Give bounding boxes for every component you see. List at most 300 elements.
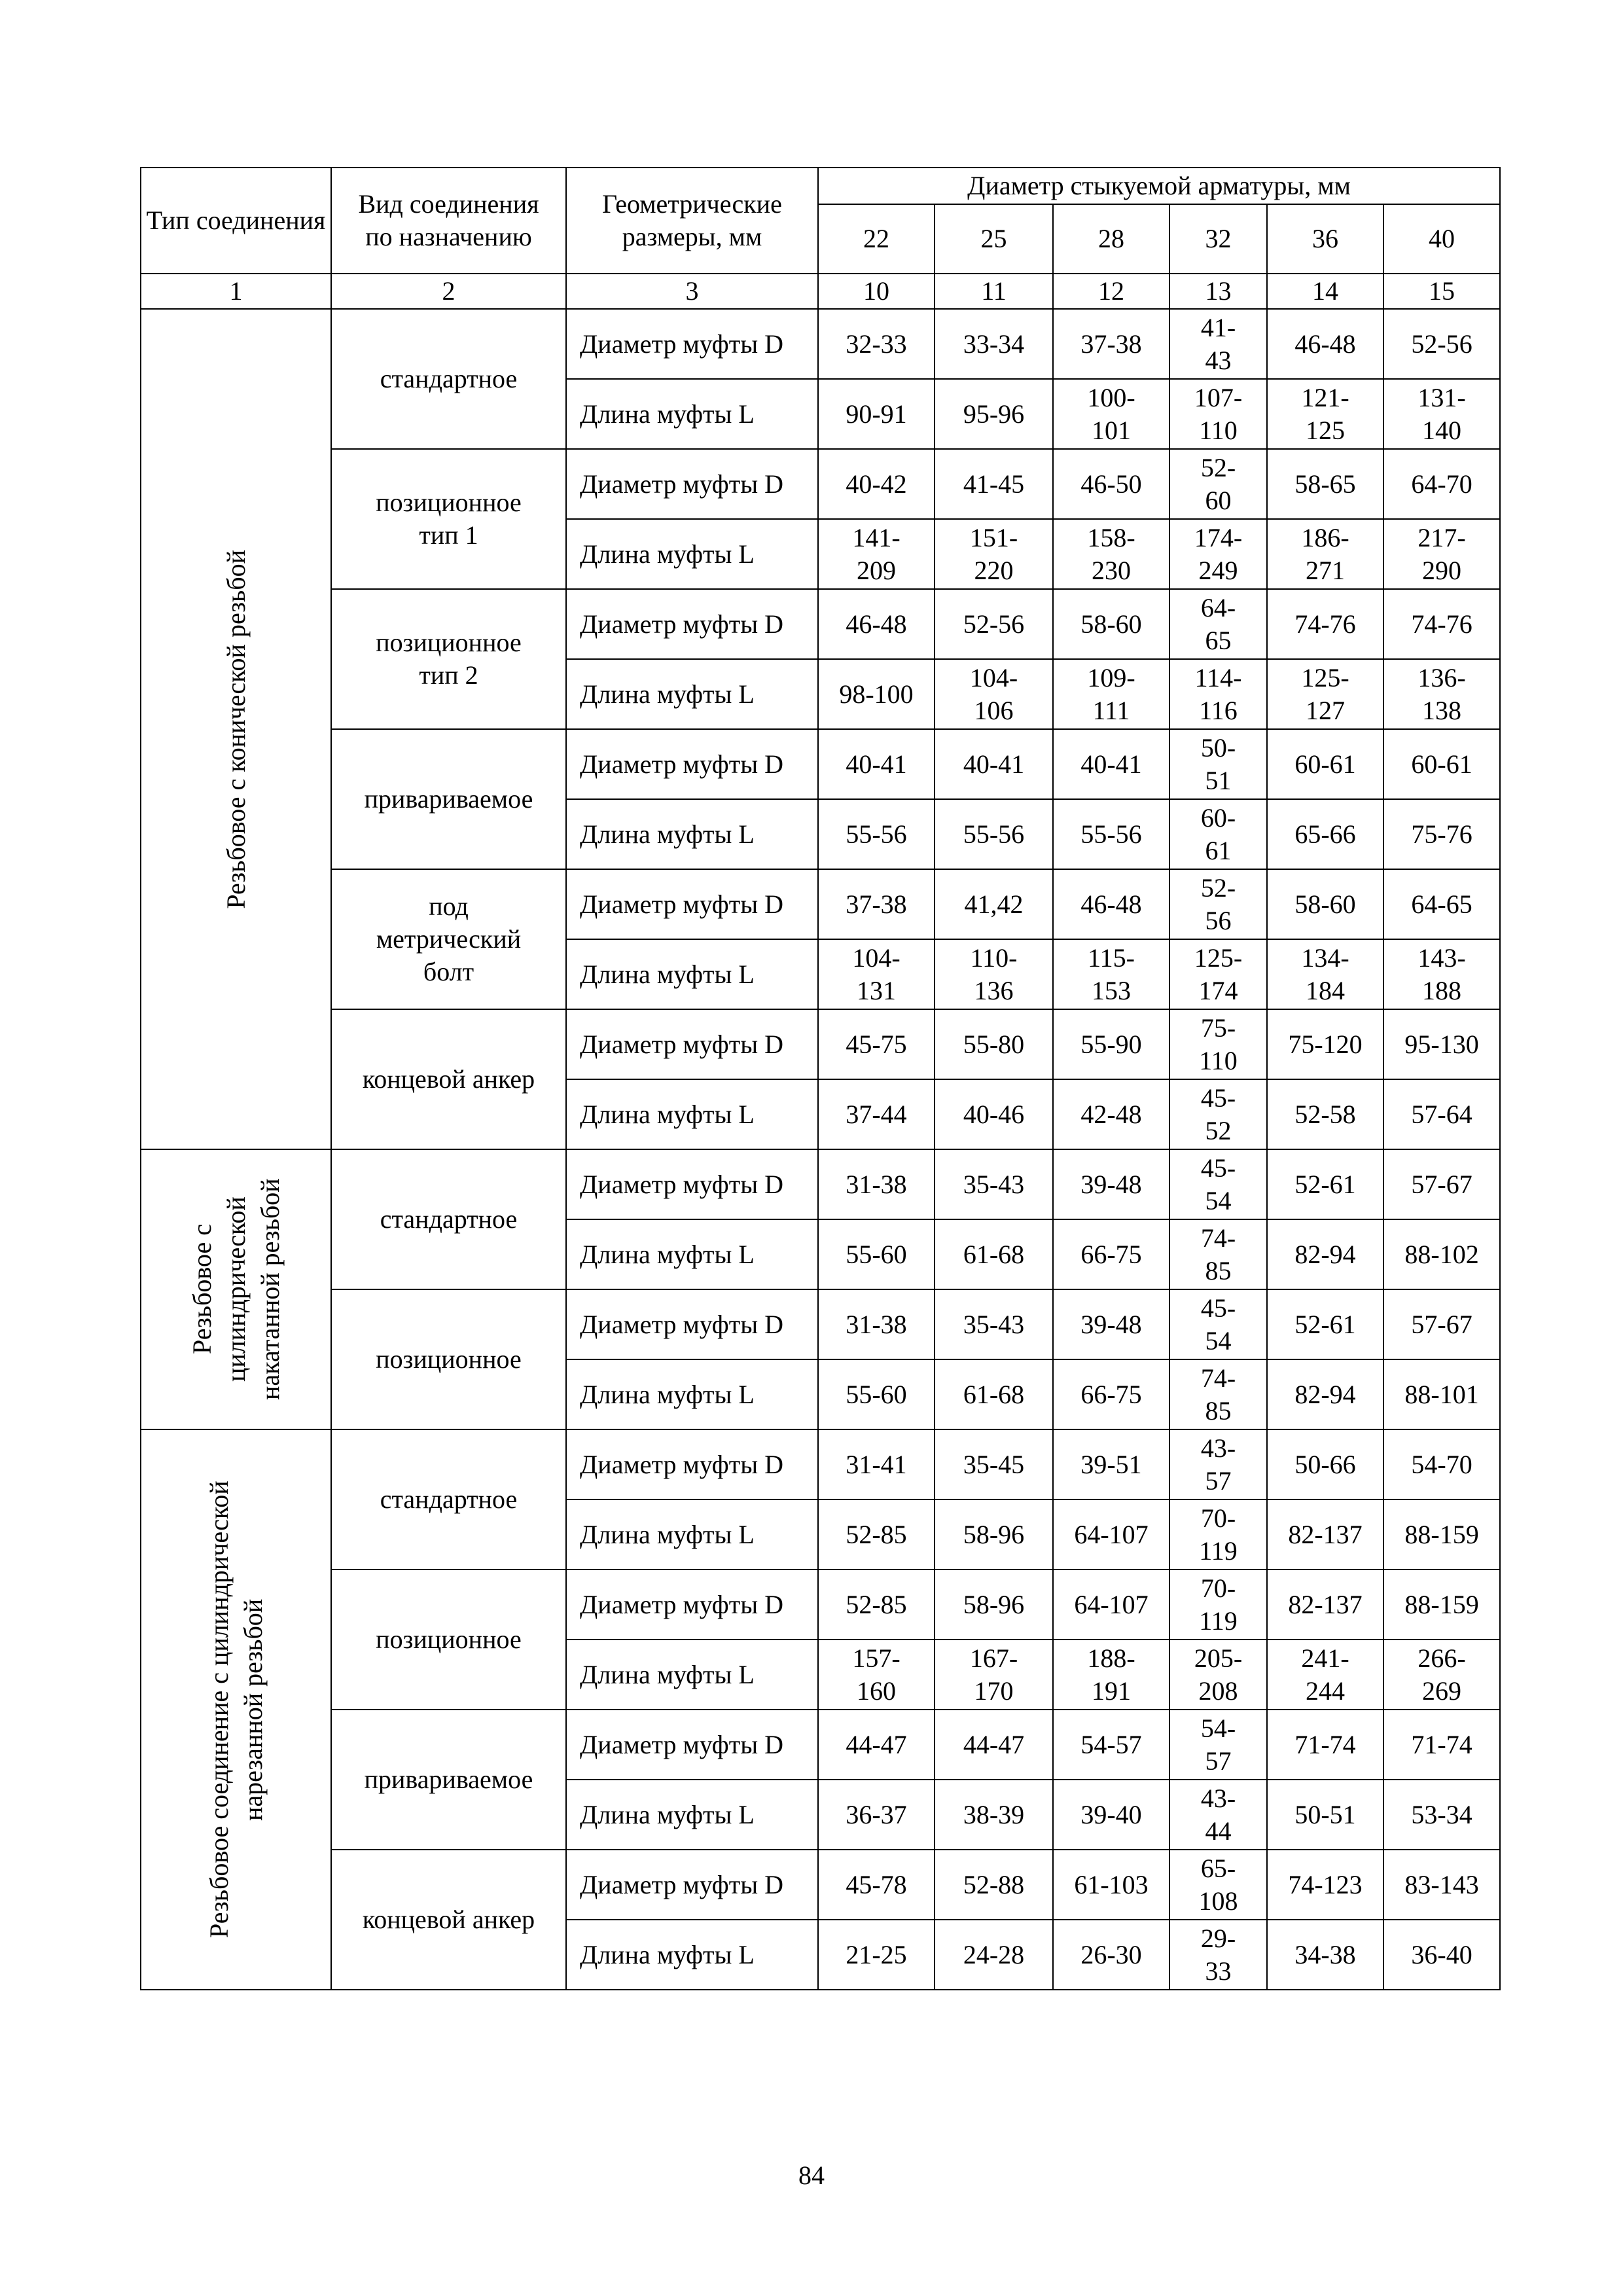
- value-cell: [1053, 1499, 1169, 1570]
- value-cell: [1383, 1009, 1500, 1079]
- value-cell: [1383, 309, 1500, 379]
- value-cell: [818, 1920, 935, 1990]
- value-text: 44-47: [846, 1729, 907, 1759]
- value-cell: [1053, 1920, 1169, 1990]
- value-cell: [818, 799, 935, 869]
- value-cell: [1267, 1640, 1383, 1710]
- connection-kind-label: позиционное тип 2: [376, 628, 522, 690]
- value-cell: [1267, 869, 1383, 939]
- value-cell: [935, 449, 1053, 519]
- table-row: [141, 449, 1500, 519]
- value-text: 26-30: [1080, 1939, 1142, 1969]
- column-number: 10: [818, 274, 935, 309]
- value-cell: [1169, 449, 1267, 519]
- value-cell: [1267, 449, 1383, 519]
- value-cell: [1383, 1850, 1500, 1920]
- value-cell: [935, 309, 1053, 379]
- value-cell: [818, 379, 935, 449]
- parameter-label: Диаметр муфты D: [580, 1869, 783, 1899]
- value-text: 82-94: [1294, 1239, 1356, 1269]
- value-text: 121-125: [1301, 382, 1349, 445]
- value-text: 52-88: [963, 1869, 1025, 1899]
- value-text: 45-52: [1200, 1083, 1236, 1145]
- value-text: 40-41: [1080, 749, 1142, 779]
- value-cell: [935, 589, 1053, 659]
- value-cell: [1267, 589, 1383, 659]
- value-text: 58-60: [1080, 609, 1142, 639]
- value-text: 35-43: [963, 1309, 1025, 1339]
- connection-type-cell: [141, 1149, 331, 1429]
- column-number: 2: [331, 274, 566, 309]
- value-cell: [1169, 1850, 1267, 1920]
- parameter-cell: [566, 939, 818, 1009]
- value-text: 64-65: [1200, 592, 1236, 655]
- value-text: 55-90: [1080, 1029, 1142, 1059]
- value-text: 50-51: [1294, 1799, 1356, 1829]
- value-text: 151-220: [969, 522, 1018, 585]
- connection-kind-cell: [331, 869, 566, 1009]
- parameter-label: Диаметр муфты D: [580, 469, 783, 499]
- value-text: 52-58: [1294, 1099, 1356, 1129]
- value-cell: [818, 659, 935, 729]
- value-cell: [1383, 1640, 1500, 1710]
- parameter-label: Диаметр муфты D: [580, 1449, 783, 1479]
- value-cell: [1267, 1780, 1383, 1850]
- header-diameter: 40: [1383, 204, 1500, 274]
- parameter-cell: [566, 1499, 818, 1570]
- value-cell: [1053, 1640, 1169, 1710]
- value-text: 55-60: [846, 1379, 907, 1409]
- value-cell: [1383, 729, 1500, 799]
- connection-kind-label: под метрический болт: [376, 891, 522, 986]
- value-cell: [1053, 799, 1169, 869]
- value-text: 50-66: [1294, 1449, 1356, 1479]
- value-cell: [818, 1710, 935, 1780]
- value-text: 52-56: [1411, 329, 1472, 359]
- value-cell: [1053, 1850, 1169, 1920]
- value-text: 40-41: [846, 749, 907, 779]
- parameter-cell: [566, 1570, 818, 1640]
- value-text: 110-136: [970, 942, 1018, 1005]
- connection-kind-cell: [331, 729, 566, 869]
- value-text: 53-34: [1411, 1799, 1472, 1829]
- value-text: 34-38: [1294, 1939, 1356, 1969]
- connection-kind-cell: [331, 1009, 566, 1149]
- parameter-label: Длина муфты L: [580, 679, 755, 709]
- value-text: 43-44: [1200, 1783, 1236, 1846]
- table-row: [141, 309, 1500, 379]
- value-text: 55-56: [963, 819, 1025, 849]
- value-text: 188-191: [1087, 1643, 1135, 1706]
- value-cell: [1053, 519, 1169, 589]
- value-text: 74-76: [1411, 609, 1472, 639]
- value-cell: [1267, 309, 1383, 379]
- table-row: [141, 1710, 1500, 1780]
- connection-kind-label: стандартное: [380, 364, 518, 393]
- value-text: 82-137: [1288, 1519, 1363, 1549]
- value-text: 98-100: [839, 679, 914, 709]
- value-text: 88-102: [1404, 1239, 1479, 1269]
- value-cell: [1169, 589, 1267, 659]
- value-text: 31-38: [846, 1169, 907, 1199]
- value-cell: [1169, 1570, 1267, 1640]
- value-cell: [818, 1289, 935, 1359]
- value-text: 57-64: [1411, 1099, 1472, 1129]
- value-cell: [1383, 1219, 1500, 1289]
- value-cell: [1053, 869, 1169, 939]
- value-cell: [935, 1780, 1053, 1850]
- value-cell: [1053, 1219, 1169, 1289]
- value-cell: [818, 729, 935, 799]
- value-cell: [1169, 1149, 1267, 1219]
- header-connection-kind: Вид соединения по назначению: [331, 168, 566, 274]
- value-cell: [818, 1079, 935, 1149]
- value-text: 141-209: [852, 522, 901, 585]
- value-cell: [1053, 1710, 1169, 1780]
- value-text: 125-127: [1301, 662, 1349, 725]
- parameter-cell: [566, 1149, 818, 1219]
- value-cell: [1053, 589, 1169, 659]
- value-cell: [1267, 1710, 1383, 1780]
- value-cell: [1267, 799, 1383, 869]
- table-row: [141, 1570, 1500, 1640]
- value-cell: [1169, 379, 1267, 449]
- value-text: 64-70: [1411, 469, 1472, 499]
- value-cell: [1169, 659, 1267, 729]
- value-text: 66-75: [1080, 1239, 1142, 1269]
- connection-kind-label: стандартное: [380, 1204, 518, 1234]
- header-diameter: 28: [1053, 204, 1169, 274]
- value-text: 88-159: [1404, 1519, 1479, 1549]
- value-text: 31-41: [846, 1449, 907, 1479]
- value-text: 57-67: [1411, 1309, 1472, 1339]
- value-cell: [1169, 1429, 1267, 1499]
- connection-kind-cell: [331, 449, 566, 589]
- value-cell: [818, 309, 935, 379]
- value-text: 41,42: [964, 889, 1024, 919]
- parameter-cell: [566, 1780, 818, 1850]
- value-cell: [935, 1009, 1053, 1079]
- value-text: 167-170: [969, 1643, 1018, 1706]
- value-text: 88-159: [1404, 1589, 1479, 1619]
- value-text: 55-60: [846, 1239, 907, 1269]
- value-cell: [935, 1710, 1053, 1780]
- value-text: 37-44: [846, 1099, 907, 1129]
- value-text: 55-56: [1080, 819, 1142, 849]
- table-row: [141, 729, 1500, 799]
- connection-type-cell: [141, 309, 331, 1149]
- parameter-label: Длина муфты L: [580, 959, 755, 989]
- value-text: 241-244: [1301, 1643, 1349, 1706]
- value-cell: [935, 1570, 1053, 1640]
- value-text: 82-94: [1294, 1379, 1356, 1409]
- connection-kind-cell: [331, 309, 566, 449]
- value-cell: [1267, 1850, 1383, 1920]
- connection-kind-label: позиционное тип 1: [376, 488, 522, 550]
- parameter-label: Диаметр муфты D: [580, 609, 783, 639]
- value-cell: [935, 1289, 1053, 1359]
- value-cell: [1169, 939, 1267, 1009]
- parameter-cell: [566, 1359, 818, 1429]
- value-text: 71-74: [1294, 1729, 1356, 1759]
- value-cell: [818, 1429, 935, 1499]
- value-text: 46-48: [1080, 889, 1142, 919]
- value-text: 36-40: [1411, 1939, 1472, 1969]
- value-cell: [1383, 1499, 1500, 1570]
- value-cell: [935, 659, 1053, 729]
- value-cell: [1383, 449, 1500, 519]
- value-cell: [818, 519, 935, 589]
- parameter-cell: [566, 1710, 818, 1780]
- value-text: 45-78: [846, 1869, 907, 1899]
- value-cell: [818, 1149, 935, 1219]
- parameter-cell: [566, 1219, 818, 1289]
- connection-kind-label: привариваемое: [364, 1765, 533, 1794]
- value-text: 64-107: [1074, 1589, 1149, 1619]
- connection-kind-label: позиционное: [376, 1624, 522, 1654]
- value-cell: [1169, 1920, 1267, 1990]
- value-cell: [1053, 309, 1169, 379]
- value-text: 40-42: [846, 469, 907, 499]
- value-text: 61-103: [1074, 1869, 1149, 1899]
- value-text: 45-54: [1200, 1293, 1236, 1355]
- value-cell: [935, 519, 1053, 589]
- value-text: 58-96: [963, 1519, 1025, 1549]
- value-cell: [1169, 1219, 1267, 1289]
- value-text: 57-67: [1411, 1169, 1472, 1199]
- parameter-cell: [566, 1920, 818, 1990]
- parameter-label: Длина муфты L: [580, 399, 755, 429]
- value-cell: [818, 1219, 935, 1289]
- connection-kind-cell: [331, 1710, 566, 1850]
- table-row: [141, 1289, 1500, 1359]
- value-text: 61-68: [963, 1379, 1025, 1409]
- value-text: 52-56: [963, 609, 1025, 639]
- table-row: [141, 589, 1500, 659]
- value-cell: [818, 1850, 935, 1920]
- parameter-label: Длина муфты L: [580, 1799, 755, 1829]
- parameter-label: Диаметр муфты D: [580, 329, 783, 359]
- header-diameter: 22: [818, 204, 935, 274]
- value-text: 266-269: [1418, 1643, 1466, 1706]
- connection-kind-label: позиционное: [376, 1344, 522, 1374]
- value-cell: [1267, 1009, 1383, 1079]
- value-cell: [1053, 1289, 1169, 1359]
- value-text: 36-37: [846, 1799, 907, 1829]
- value-text: 95-96: [963, 399, 1025, 429]
- header-diameter: 25: [935, 204, 1053, 274]
- value-text: 104-131: [852, 942, 901, 1005]
- value-text: 54-57: [1200, 1713, 1236, 1776]
- parameter-label: Диаметр муфты D: [580, 749, 783, 779]
- value-text: 58-65: [1294, 469, 1356, 499]
- value-text: 217-290: [1418, 522, 1466, 585]
- connection-kind-cell: [331, 1429, 566, 1570]
- value-text: 52-85: [846, 1519, 907, 1549]
- value-cell: [1169, 869, 1267, 939]
- parameter-label: Длина муфты L: [580, 1239, 755, 1269]
- value-text: 29-33: [1200, 1923, 1236, 1986]
- value-text: 107-110: [1194, 382, 1243, 445]
- value-text: 100-101: [1087, 382, 1135, 445]
- value-text: 38-39: [963, 1799, 1025, 1829]
- value-text: 75-76: [1411, 819, 1472, 849]
- value-cell: [1169, 1640, 1267, 1710]
- table-row: [141, 1429, 1500, 1499]
- value-cell: [818, 1780, 935, 1850]
- table-row: [141, 1850, 1500, 1920]
- value-text: 39-51: [1080, 1449, 1142, 1479]
- value-text: 74-123: [1288, 1869, 1363, 1899]
- value-text: 205-208: [1194, 1643, 1243, 1706]
- value-text: 35-45: [963, 1449, 1025, 1479]
- value-text: 71-74: [1411, 1729, 1472, 1759]
- value-text: 37-38: [846, 889, 907, 919]
- value-text: 115-153: [1088, 942, 1135, 1005]
- value-text: 24-28: [963, 1939, 1025, 1969]
- value-cell: [1383, 1149, 1500, 1219]
- value-cell: [1267, 1499, 1383, 1570]
- parameter-cell: [566, 799, 818, 869]
- connection-kind-cell: [331, 1149, 566, 1289]
- column-number: 12: [1053, 274, 1169, 309]
- value-cell: [1267, 1920, 1383, 1990]
- value-text: 66-75: [1080, 1379, 1142, 1409]
- value-cell: [1383, 1710, 1500, 1780]
- parameter-label: Диаметр муфты D: [580, 1309, 783, 1339]
- value-cell: [935, 1079, 1053, 1149]
- value-cell: [1383, 589, 1500, 659]
- value-text: 65-66: [1294, 819, 1356, 849]
- value-cell: [818, 1640, 935, 1710]
- value-cell: [1053, 1149, 1169, 1219]
- value-text: 88-101: [1404, 1379, 1479, 1409]
- column-number: 11: [935, 274, 1053, 309]
- value-cell: [1383, 1359, 1500, 1429]
- value-cell: [1169, 1009, 1267, 1079]
- parameter-label: Диаметр муфты D: [580, 1029, 783, 1059]
- value-text: 54-70: [1411, 1449, 1472, 1479]
- value-cell: [1053, 1780, 1169, 1850]
- value-text: 143-188: [1418, 942, 1466, 1005]
- value-cell: [818, 589, 935, 659]
- parameter-cell: [566, 869, 818, 939]
- table-row: [141, 1009, 1500, 1079]
- value-cell: [1383, 379, 1500, 449]
- parameter-label: Длина муфты L: [580, 1659, 755, 1689]
- value-text: 75-110: [1199, 1013, 1238, 1075]
- value-text: 43-57: [1200, 1433, 1236, 1496]
- column-number: 15: [1383, 274, 1500, 309]
- value-text: 50-51: [1200, 732, 1236, 795]
- connection-kind-cell: [331, 1850, 566, 1990]
- value-text: 90-91: [846, 399, 907, 429]
- value-cell: [818, 1570, 935, 1640]
- value-text: 55-56: [846, 819, 907, 849]
- value-cell: [1383, 1429, 1500, 1499]
- value-text: 41-45: [963, 469, 1025, 499]
- connection-type-cell: [141, 1429, 331, 1990]
- value-text: 52-85: [846, 1589, 907, 1619]
- value-cell: [1053, 939, 1169, 1009]
- parameter-cell: [566, 1640, 818, 1710]
- value-cell: [935, 1359, 1053, 1429]
- value-text: 70-119: [1199, 1503, 1238, 1566]
- value-cell: [1267, 1289, 1383, 1359]
- parameter-cell: [566, 449, 818, 519]
- connection-kind-cell: [331, 1289, 566, 1429]
- column-number: 1: [141, 274, 331, 309]
- value-text: 21-25: [846, 1939, 907, 1969]
- value-text: 45-75: [846, 1029, 907, 1059]
- value-cell: [1169, 1499, 1267, 1570]
- connection-kind-cell: [331, 589, 566, 729]
- value-text: 52-61: [1294, 1309, 1356, 1339]
- value-text: 46-48: [846, 609, 907, 639]
- connection-kind-cell: [331, 1570, 566, 1710]
- value-cell: [1383, 1570, 1500, 1640]
- value-cell: [818, 869, 935, 939]
- parameter-cell: [566, 309, 818, 379]
- value-text: 64-65: [1411, 889, 1472, 919]
- value-cell: [935, 1149, 1053, 1219]
- value-text: 46-50: [1080, 469, 1142, 499]
- value-cell: [1053, 1570, 1169, 1640]
- value-cell: [1169, 1780, 1267, 1850]
- value-text: 74-85: [1200, 1223, 1236, 1285]
- value-text: 174-249: [1194, 522, 1243, 585]
- value-text: 134-184: [1301, 942, 1349, 1005]
- value-cell: [1053, 1009, 1169, 1079]
- parameter-cell: [566, 1079, 818, 1149]
- header-row: [141, 168, 1500, 204]
- value-text: 95-130: [1404, 1029, 1479, 1059]
- parameter-cell: [566, 729, 818, 799]
- value-cell: [1383, 1780, 1500, 1850]
- value-text: 60-61: [1411, 749, 1472, 779]
- value-text: 40-46: [963, 1099, 1025, 1129]
- value-cell: [1267, 379, 1383, 449]
- parameter-cell: [566, 1009, 818, 1079]
- value-cell: [935, 1920, 1053, 1990]
- value-cell: [1383, 659, 1500, 729]
- table-row: [141, 1149, 1500, 1219]
- value-text: 61-68: [963, 1239, 1025, 1269]
- value-cell: [935, 939, 1053, 1009]
- parameter-cell: [566, 1289, 818, 1359]
- value-text: 41-43: [1200, 312, 1236, 375]
- value-cell: [1169, 799, 1267, 869]
- value-text: 74-85: [1200, 1363, 1236, 1426]
- value-text: 125-174: [1194, 942, 1243, 1005]
- value-text: 158-230: [1087, 522, 1135, 585]
- parameter-label: Диаметр муфты D: [580, 1729, 783, 1759]
- value-cell: [1267, 1149, 1383, 1219]
- value-cell: [1383, 1289, 1500, 1359]
- value-text: 186-271: [1301, 522, 1349, 585]
- value-text: 104-106: [969, 662, 1018, 725]
- value-text: 157-160: [852, 1643, 901, 1706]
- parameter-cell: [566, 1850, 818, 1920]
- value-text: 45-54: [1200, 1153, 1236, 1215]
- parameter-label: Длина муфты L: [580, 1379, 755, 1409]
- parameter-label: Диаметр муфты D: [580, 889, 783, 919]
- parameter-label: Диаметр муфты D: [580, 1589, 783, 1619]
- parameter-label: Длина муфты L: [580, 539, 755, 569]
- value-cell: [818, 939, 935, 1009]
- value-text: 64-107: [1074, 1519, 1149, 1549]
- value-cell: [1169, 729, 1267, 799]
